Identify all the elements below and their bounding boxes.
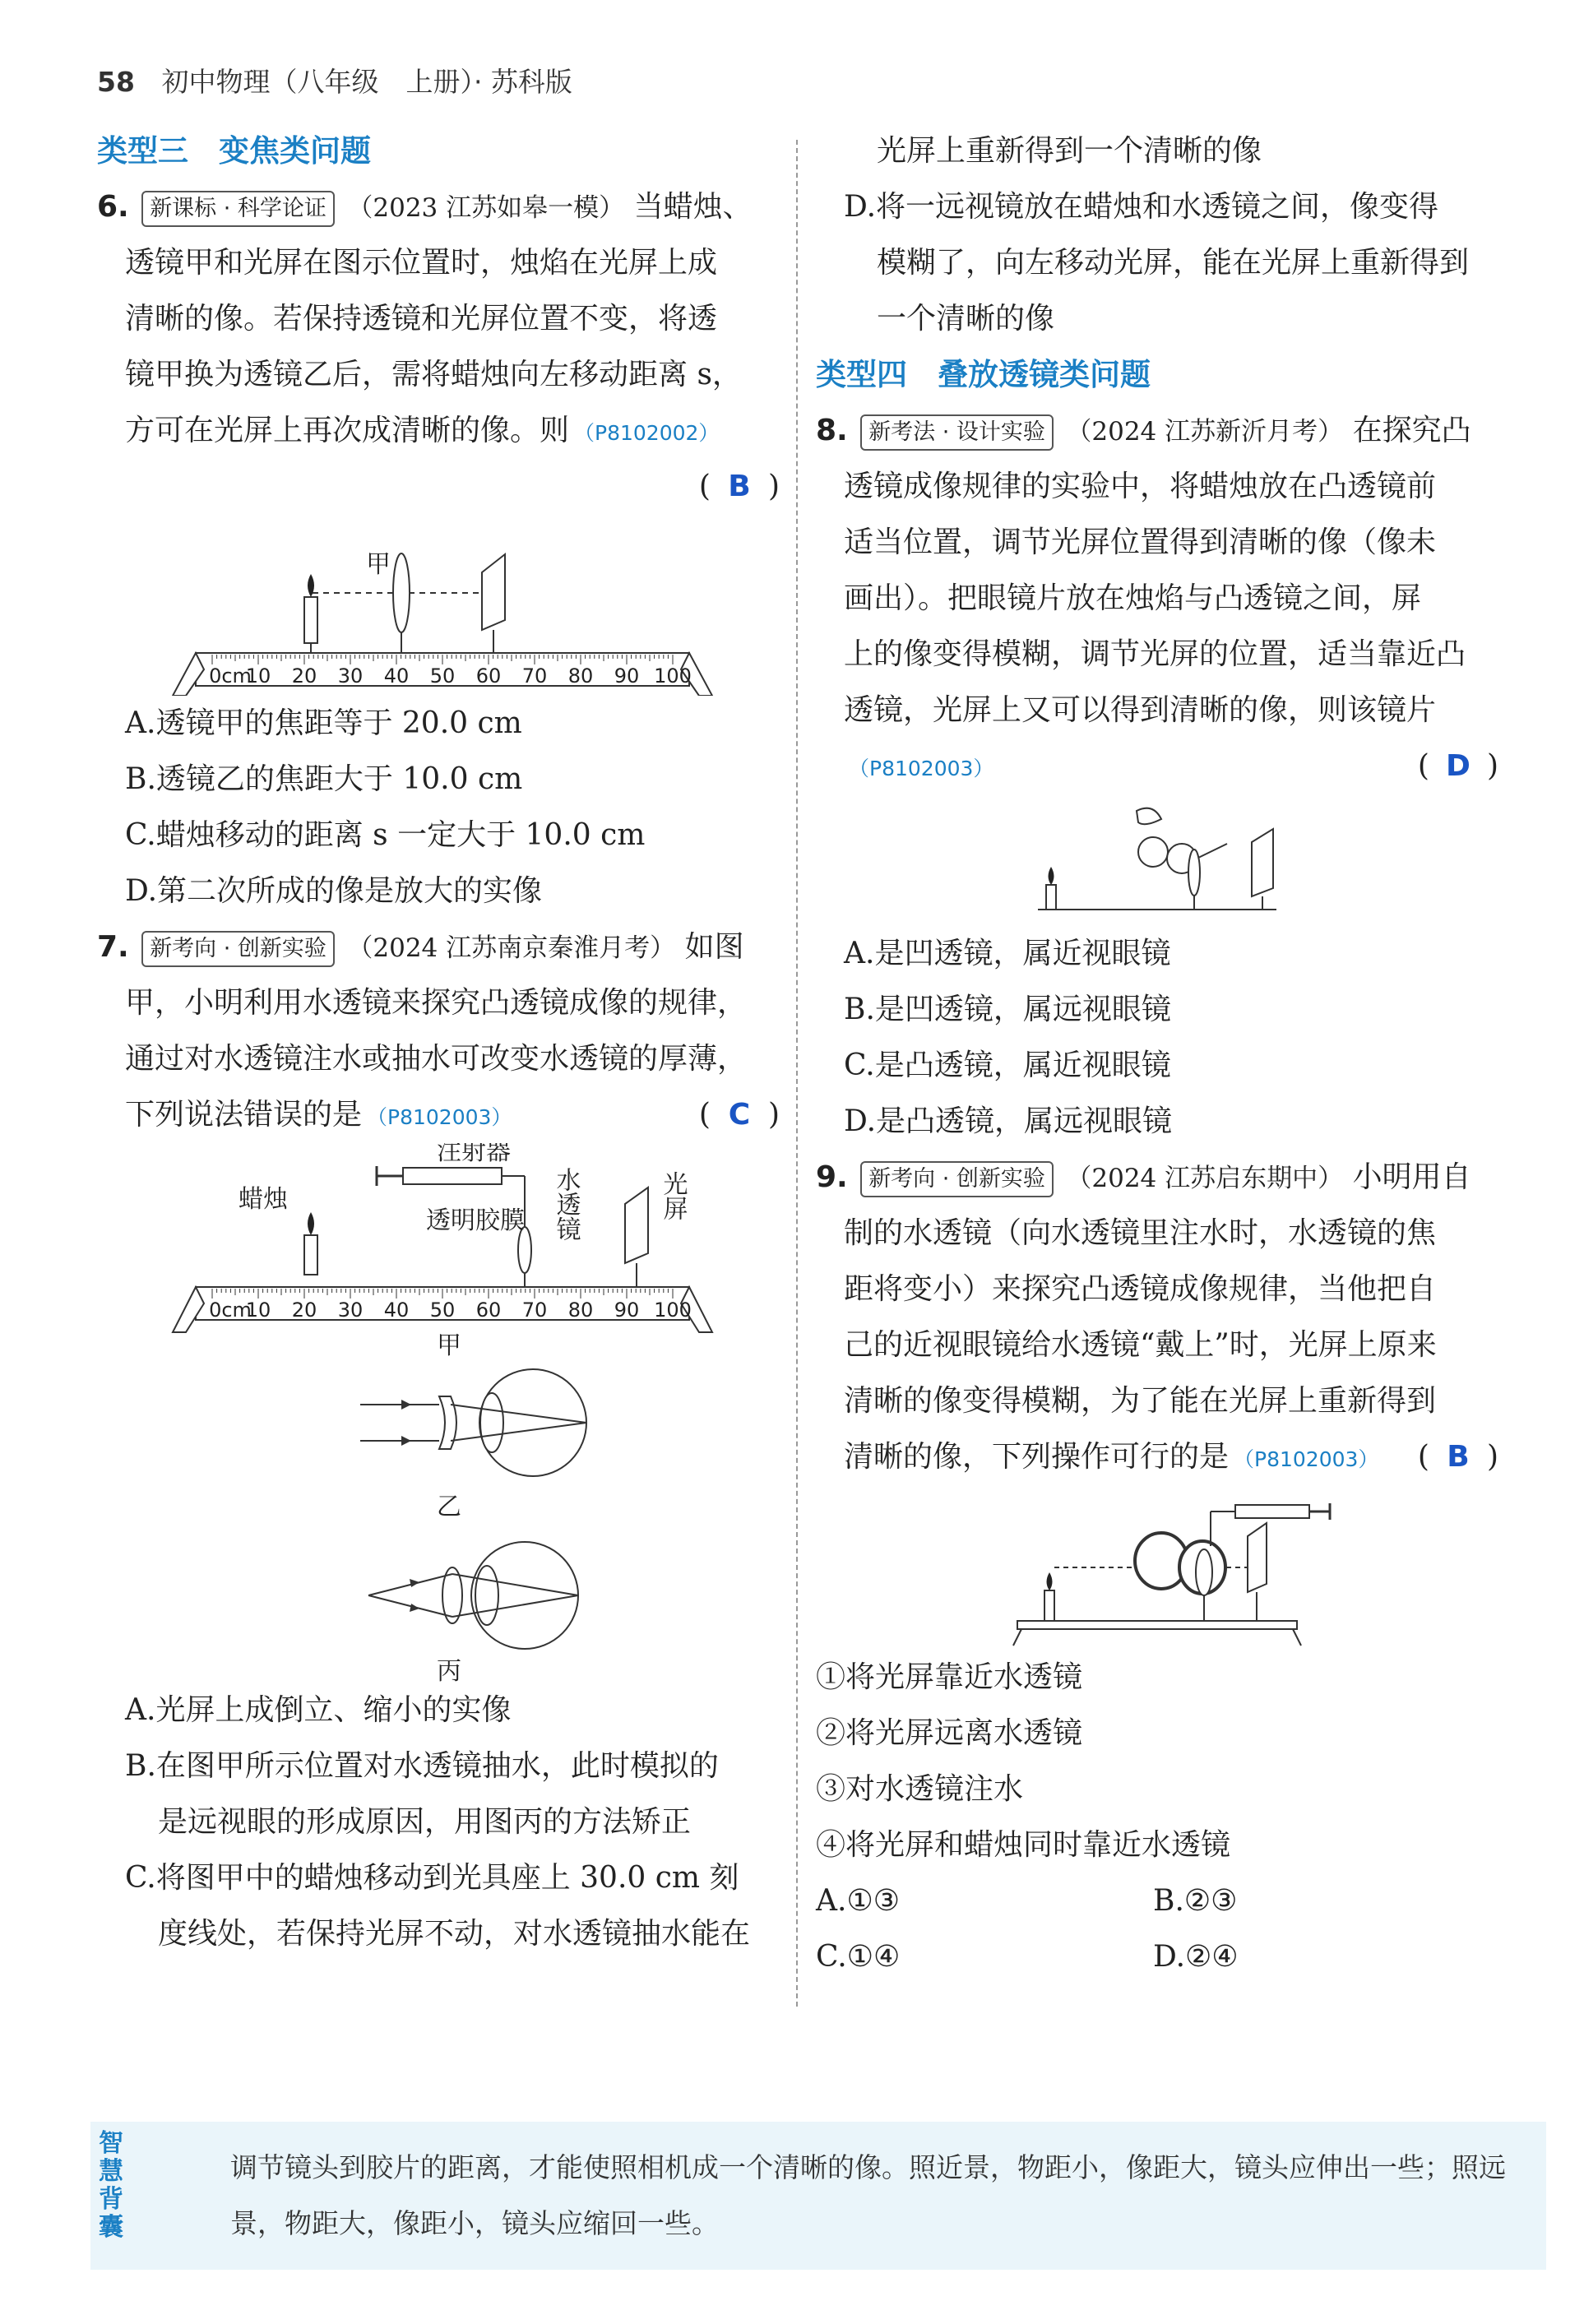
q7-text: 如图 <box>684 930 744 964</box>
q6-option-c: C.蜡烛移动的距离 s 一定大于 10.0 cm <box>125 818 646 852</box>
q8-figure <box>816 794 1498 926</box>
q9-line-4: 己的近视眼镜给水透镜“戴上”时，光屏上原来 <box>844 1328 1437 1362</box>
candle-icon <box>304 597 317 643</box>
q6-option-b: B.透镜乙的焦距大于 10.0 cm <box>125 762 523 796</box>
ruler-label: 90 <box>614 664 640 687</box>
ruler-label: 90 <box>614 1299 640 1322</box>
ruler-label: 70 <box>521 1299 548 1322</box>
q6-text-5: 方可在光屏上再次成清晰的像。则 <box>125 414 570 447</box>
q8-line-2: 透镜成像规律的实验中，将蜡烛放在凸透镜前 <box>844 470 1437 503</box>
eye-diagram-yi <box>360 1369 586 1521</box>
ruler-label: 80 <box>567 664 594 687</box>
q9-step-2: ②将光屏远离水透镜 <box>816 1716 1083 1750</box>
q6-tag: 新课标 · 科学论证 <box>141 191 335 227</box>
q7-code: （P8102003） <box>367 1105 512 1129</box>
q7-line-4 <box>97 1087 780 1143</box>
q6-line-5 <box>97 403 780 459</box>
q9-answer-letter: B <box>1447 1440 1470 1474</box>
book-title: 初中物理（八年级 上册）· 苏科版 <box>161 66 572 98</box>
ruler-label: 10 <box>245 1299 271 1322</box>
q6-line-2: 透镜甲和光屏在图示位置时，烛焰在光屏上成 <box>125 246 718 280</box>
q9-text-6: 清晰的像，下列操作可行的是 <box>844 1440 1230 1474</box>
q8-text: 在探究凸 <box>1352 414 1471 447</box>
q7-option-d: D.将一远视镜放在蜡烛和水透镜之间，像变得 <box>844 190 1439 224</box>
q9-source: （2024 江苏启东期中） <box>1066 1164 1344 1193</box>
syringe-icon <box>1235 1505 1309 1518</box>
ruler-label: 0cm <box>209 1299 252 1322</box>
caption-yi: 乙 <box>437 1493 461 1521</box>
q9-line-6 <box>816 1429 1498 1485</box>
ruler-label: 60 <box>475 664 502 687</box>
water-lens-bench-diagram <box>97 1143 780 1357</box>
lens-jia-icon <box>393 553 410 632</box>
q8-tag: 新考法 · 设计实验 <box>860 414 1054 451</box>
section-title-type4: 类型四 叠放透镜类问题 <box>816 357 1151 392</box>
q6-answer-row <box>97 459 780 515</box>
ruler-label: 20 <box>291 1299 317 1322</box>
q7-text-4: 下列说法错误的是 <box>125 1098 363 1132</box>
screen-icon <box>625 1187 648 1263</box>
q7-line-3: 通过对水透镜注水或抽水可改变水透镜的厚薄， <box>125 1042 748 1076</box>
hand-icon <box>1137 808 1161 825</box>
q8-option-c: C.是凸透镜，属近视眼镜 <box>844 1049 1171 1082</box>
q7-option-c: C.将图甲中的蜡烛移动到光具座上 30.0 cm 刻 <box>125 1861 739 1895</box>
caption-bing: 丙 <box>437 1657 461 1683</box>
q9-tag: 新考向 · 创新实验 <box>860 1161 1054 1197</box>
q9-option-c: C.①④ <box>816 1940 901 1974</box>
q9-answer: ( B ) <box>1418 1429 1498 1485</box>
screen-label: 光屏 <box>658 1171 688 1220</box>
q8-code: （P8102003） <box>849 757 994 780</box>
q9-number: 9. <box>816 1160 848 1194</box>
bench-rail <box>1017 1621 1297 1629</box>
ruler-label: 50 <box>429 664 456 687</box>
q8-line-7 <box>816 738 1498 794</box>
syringe-icon <box>403 1168 502 1184</box>
q9-line-1 <box>816 1150 1498 1206</box>
q9-options-row-2 <box>816 1929 1498 1985</box>
q6-option-d: D.第二次所成的像是放大的实像 <box>125 874 543 908</box>
ruler-label: 70 <box>521 664 548 687</box>
tip-box <box>90 2122 1546 2270</box>
q6-line-1 <box>97 179 780 235</box>
q8-option-d: D.是凸透镜，属远视眼镜 <box>844 1104 1173 1138</box>
flame-icon <box>308 1212 314 1235</box>
q9-step-3: ③对水透镜注水 <box>816 1772 1024 1806</box>
caption-jia: 甲 <box>437 1331 461 1357</box>
q6-code: （P8102002） <box>574 421 720 445</box>
q7-figure-jia <box>97 1143 780 1357</box>
lens-jia-label: 甲 <box>366 550 391 579</box>
candle-icon <box>304 1235 317 1275</box>
q7-line-1 <box>97 919 780 975</box>
q6-line-4: 镜甲换为透镜乙后，需将蜡烛向左移动距离 s， <box>125 358 742 391</box>
glasses-lens-diagram <box>816 794 1498 926</box>
q9-line-5: 清晰的像变得模糊，为了能在光屏上重新得到 <box>844 1384 1437 1418</box>
q6-source: （2023 江苏如皋一模） <box>347 193 625 223</box>
q7-answer: ( C ) <box>699 1087 780 1143</box>
left-column <box>97 123 780 1962</box>
flame-icon <box>1049 867 1054 885</box>
section-title-type3: 类型三 变焦类问题 <box>97 133 371 169</box>
ruler-label: 0cm <box>209 664 252 687</box>
q8-number: 8. <box>816 414 848 447</box>
page-number: 58 <box>97 66 135 98</box>
q8-line-1 <box>816 403 1498 459</box>
candle-label: 蜡烛 <box>239 1185 288 1214</box>
q9-text: 小明用自 <box>1352 1160 1471 1194</box>
q8-source: （2024 江苏新沂月考） <box>1066 417 1344 447</box>
q7-source: （2024 江苏南京秦淮月考） <box>347 933 676 963</box>
q7-option-b-cont: 是远视眼的形成原因，用图丙的方法矫正 <box>158 1805 692 1839</box>
q8-line-6: 透镜，光屏上又可以得到清晰的像，则该镜片 <box>844 693 1437 727</box>
q8-line-4: 画出）。把眼镜片放在烛焰与凸透镜之间，屏 <box>844 581 1422 615</box>
syringe-label: 注射器 <box>437 1143 511 1166</box>
q9-option-a: A.①③ <box>816 1884 900 1918</box>
q7-option-c-cont: 度线处，若保持光屏不动，对水透镜抽水能在 <box>158 1917 751 1951</box>
right-column <box>816 123 1498 1985</box>
q8-line-5: 上的像变得模糊，调节光屏的位置，适当靠近凸 <box>844 637 1466 671</box>
q7-option-c-cont2: 光屏上重新得到一个清晰的像 <box>877 134 1262 168</box>
screen-icon <box>1252 829 1273 896</box>
q7-tag: 新考向 · 创新实验 <box>141 931 335 967</box>
flame-icon <box>1047 1572 1053 1590</box>
q6-figure <box>97 515 780 696</box>
ruler-label: 80 <box>567 1299 594 1322</box>
screen-icon <box>482 554 505 630</box>
q7-number: 7. <box>97 930 129 964</box>
q6-text: 当蜡烛、 <box>633 190 753 224</box>
eye-diagram-bing <box>368 1542 578 1683</box>
q9-option-b: B.②③ <box>1153 1884 1238 1918</box>
convex-lens-icon <box>1188 850 1200 896</box>
ruler-label: 10 <box>245 664 271 687</box>
ruler-label: 60 <box>475 1299 502 1322</box>
q8-option-b: B.是凹透镜，属远视眼镜 <box>844 993 1171 1026</box>
water-lens-icon <box>1196 1549 1212 1595</box>
q7-line-2: 甲，小明利用水透镜来探究凸透镜成像的规律， <box>125 986 748 1020</box>
ruler-label: 100 <box>654 1299 692 1322</box>
q8-answer: ( D ) <box>1418 738 1498 794</box>
q7-option-b: B.在图甲所示位置对水透镜抽水，此时模拟的 <box>125 1749 719 1783</box>
ruler-label: 50 <box>429 1299 456 1322</box>
tip-label: 智慧背囊 <box>99 2129 123 2242</box>
q6-answer-letter: B <box>728 470 751 503</box>
q9-code: （P8102003） <box>1234 1447 1379 1471</box>
water-lens-glasses-diagram <box>816 1485 1498 1650</box>
candle-icon <box>1044 1590 1054 1621</box>
page-header <box>97 61 572 100</box>
optical-bench-diagram <box>97 515 780 696</box>
ruler-label: 20 <box>291 664 317 687</box>
screen-icon <box>1248 1523 1267 1592</box>
q6-line-3: 清晰的像。若保持透镜和光屏位置不变，将透 <box>125 302 718 336</box>
ruler-label: 100 <box>654 664 692 687</box>
water-lens-label: 水透镜 <box>551 1167 581 1241</box>
glasses-icon <box>1138 837 1168 867</box>
q7-option-d-cont2: 一个清晰的像 <box>877 302 1055 336</box>
column-divider <box>796 140 798 2007</box>
q6-number: 6. <box>97 190 129 224</box>
ruler-label: 40 <box>383 664 410 687</box>
candle-icon <box>1046 885 1056 910</box>
q7-option-a: A.光屏上成倒立、缩小的实像 <box>125 1693 512 1727</box>
q8-answer-letter: D <box>1446 749 1471 783</box>
film-label: 透明胶膜 <box>426 1206 525 1235</box>
q8-line-3: 适当位置，调节光屏位置得到清晰的像（像未 <box>844 525 1437 559</box>
q7-option-d-cont: 模糊了，向左移动光屏，能在光屏上重新得到 <box>877 246 1470 280</box>
q9-line-3: 距将变小）来探究凸透镜成像规律，当他把自 <box>844 1272 1437 1306</box>
eye-correction-diagrams <box>97 1357 780 1683</box>
q9-option-d: D.②④ <box>1153 1940 1239 1974</box>
q9-step-4: ④将光屏和蜡烛同时靠近水透镜 <box>816 1828 1231 1862</box>
q9-line-2: 制的水透镜（向水透镜里注水时，水透镜的焦 <box>844 1216 1437 1250</box>
ruler-label: 30 <box>337 1299 364 1322</box>
q9-options-row-1 <box>816 1873 1498 1929</box>
ruler-label: 30 <box>337 664 364 687</box>
q6-answer: ( B ) <box>699 459 780 515</box>
q7-figure-eyes <box>97 1357 780 1683</box>
ruler-label: 40 <box>383 1299 410 1322</box>
q9-step-1: ①将光屏靠近水透镜 <box>816 1660 1083 1694</box>
q9-figure <box>816 1485 1498 1650</box>
tip-text: 调节镜头到胶片的距离，才能使照相机成一个清晰的像。照近景，物距小，像距大，镜头应伸出一些；照远景，物距大，像距小，镜头应缩回一些。 <box>230 2151 1506 2239</box>
q7-answer-letter: C <box>728 1098 751 1132</box>
q6-option-a: A.透镜甲的焦距等于 20.0 cm <box>125 706 522 740</box>
q8-option-a: A.是凹透镜，属近视眼镜 <box>844 937 1171 970</box>
